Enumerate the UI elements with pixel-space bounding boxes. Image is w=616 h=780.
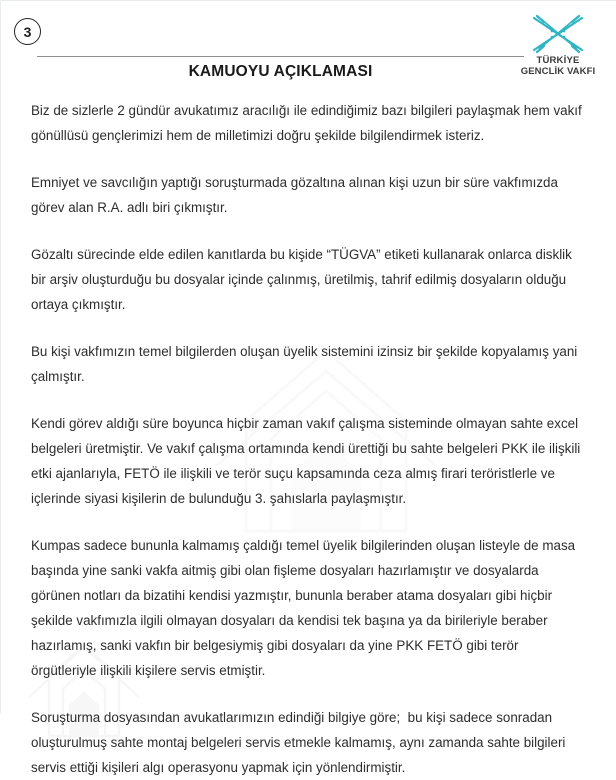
logo-line-genclik-vakfi: GENCLİK VAKFI <box>520 65 596 77</box>
paragraph-3: Gözaltı sürecinde elde edilen kanıtlarda bu kişide “TÜGVA” etiketi kullanarak onlarca disklik bir arşiv oluşturduğu bu dosyalar içinde çalınmış, üretilmiş, tahrif edilmiş dosyaların olduğu ortaya çıkmıştır. <box>31 247 576 312</box>
paragraph-1: Biz de sizlerle 2 gündür avukatımız aracılığı ile edindiğimiz bazı bilgileri paylaşmak hem vakıf gönüllüsü gençlerimizi hem de milletimizi doğru şekilde bilgilendirmek isteriz. <box>31 103 586 143</box>
header-divider <box>37 56 524 57</box>
paragraph-5: Kendi görev aldığı süre boyunca hiçbir zaman vakıf çalışma sisteminde olmayan sahte excel belgeleri üretmiştir. Ve vakıf çalışma ortamında kendi ürettiği bu sahte belgeleri PKK ile ilişkili etki ajanlarıyla, FETÖ ile ilişkili ve terör suçu kapsamında ceza almış firari teröristlerle ve içlerinde siyasi kişilerin de bulunduğu 3. şahıslarla paylaşmıştır. <box>31 416 585 506</box>
page-header <box>1 1 616 91</box>
organization-logo <box>514 14 602 77</box>
crossed-arrows-icon <box>529 14 587 54</box>
paragraph-2: Emniyet ve savcılığın yaptığı soruşturmada gözaltına alınan kişi uzun bir süre vakfımızda görev alan R.A. adlı biri çıkmıştır. <box>31 175 562 215</box>
page-number-badge: 3 <box>14 18 41 45</box>
logo-wordmark <box>514 56 602 77</box>
statement-body <box>1 98 616 780</box>
paragraph-7: Soruşturma dosyasından avukatlarımızın edindiği bilgiye göre; bu kişi sadece sonradan oluşturulmuş sahte montaj belgeleri servis etmekle kalmamış, aynı zamanda sahte bilgileri servis ettiği kişileri algı operasyonu yapmak için yönlendirmiştir. <box>31 710 570 775</box>
page-title: KAMUOYU AÇIKLAMASI <box>188 63 373 80</box>
logo-line-turkiye: TÜRKİYE <box>536 55 580 66</box>
paragraph-4: Bu kişi vakfımızın temel bilgilerden oluşan üyelik sistemini izinsiz bir şekilde kopyalamış yani çalmıştır. <box>31 344 581 384</box>
paragraph-6: Kumpas sadece bununla kalmamış çaldığı temel üyelik bilgilerinden oluşan listeyle de masa başında yine sanki vakfa aitmiş gibi olan fişleme dosyaları hazırlamıştır ve dosyalarda görünen notları da bizatihi kendisi yazmıştır, bununla beraber atama dosyaları gibi hiçbir şekilde vakfımızla ilgili olmayan dosyaları da kendisi tek başına ya da birileriyle beraber hazırlamış, sanki vakfın bir belgesiymiş gibi dosyaları da yine PKK FETÖ gibi terör örgütleriyle ilişkili kişilere servis etmiştir. <box>31 538 579 678</box>
